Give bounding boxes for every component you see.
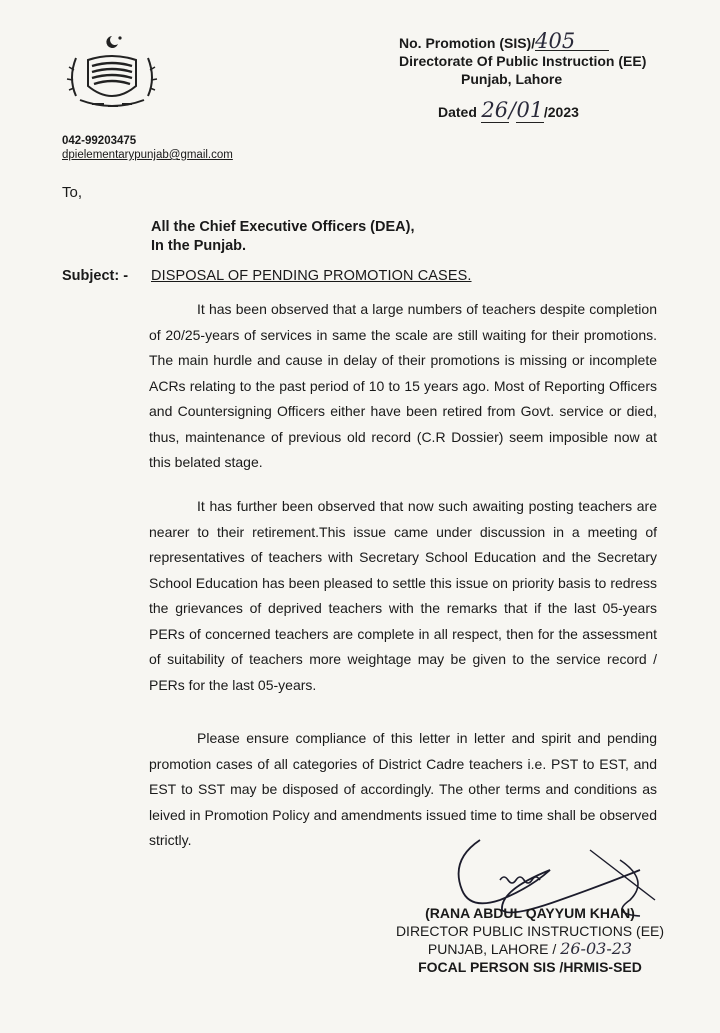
- addressee-line2: In the Punjab.: [151, 238, 247, 254]
- addressee: [151, 218, 414, 256]
- signatory-location: PUNJAB, LAHORE / 26-03-23: [427, 939, 633, 958]
- contact-email: dpielementarypunjab@gmail.com: [62, 149, 233, 161]
- punjab-government-emblem-icon: [62, 30, 162, 118]
- office-city: Punjab, Lahore: [461, 71, 563, 87]
- dated-label: Dated: [438, 104, 477, 120]
- addressee-line1: All the Chief Executive Officers (DEA),: [151, 219, 415, 235]
- focal-person: FOCAL PERSON SIS /HRMIS-SED: [418, 959, 642, 975]
- subject-text: DISPOSAL OF PENDING PROMOTION CASES.: [151, 268, 472, 284]
- letter-number-handwritten: 405: [535, 32, 609, 51]
- signatory-title: DIRECTOR PUBLIC INSTRUCTIONS (EE): [395, 923, 665, 939]
- contact-phone: 042-99203475: [62, 135, 137, 147]
- body-paragraph-3: Please ensure compliance of this letter in letter and spirit and pending promotion cases of all categories of District Cadre teachers i.e. PST to EST, and EST to SST may be disposed of accordingly. The other terms and conditions as leived in Promotion Policy and amendments issued time to time shall be observed strictly.: [149, 730, 657, 848]
- signature-block: [380, 904, 680, 976]
- letter-header: [399, 29, 647, 88]
- body-paragraph-2: It has further been observed that now such awaiting posting teachers are nearer to their retirement.This issue came under discussion in a meeting of representatives of teachers with Secretary School Education and the Secretary School Education has been pleased to settle this issue on priority basis to redress the grievances of deprived teachers with the remarks that if the last 05-years PERs of concerned teachers are complete in all respect, then for the assessment of suitability of teachers more weightage may be given to the service record / PERs for the last 05-years.: [149, 498, 657, 693]
- signatory-name: (RANA ABDUL QAYYUM KHAN): [425, 905, 635, 921]
- date-day: 26: [481, 98, 509, 122]
- subject-label: Subject: -: [62, 268, 129, 284]
- date-month: 01: [516, 98, 544, 122]
- office-name: Directorate Of Public Instruction (EE): [399, 53, 647, 69]
- body-paragraph-1: It has been observed that a large numbers of teachers despite completion of 20/25-years of services in same the scale are still waiting for their promotions. The main hurdle and cause in delay of their promotions is missing or incomplete ACRs relating to the past period of 10 to 15 years ago. Most of Reporting Officers and Countersigning Officers either have been retired from Govt. service or died, thus, maintenance of previous old record (C.R Dossier) seem imposible now at this belated stage.: [149, 301, 657, 470]
- contact-block: [62, 134, 233, 162]
- letter-date: Dated 26/01/2023: [438, 98, 579, 122]
- signature-handwritten-date: 26-03-23: [560, 939, 633, 958]
- to-label: To,: [62, 184, 83, 201]
- letter-number: [399, 29, 646, 53]
- letter-number-label: No. Promotion (SIS)/: [399, 35, 536, 51]
- date-year: /2023: [543, 104, 579, 120]
